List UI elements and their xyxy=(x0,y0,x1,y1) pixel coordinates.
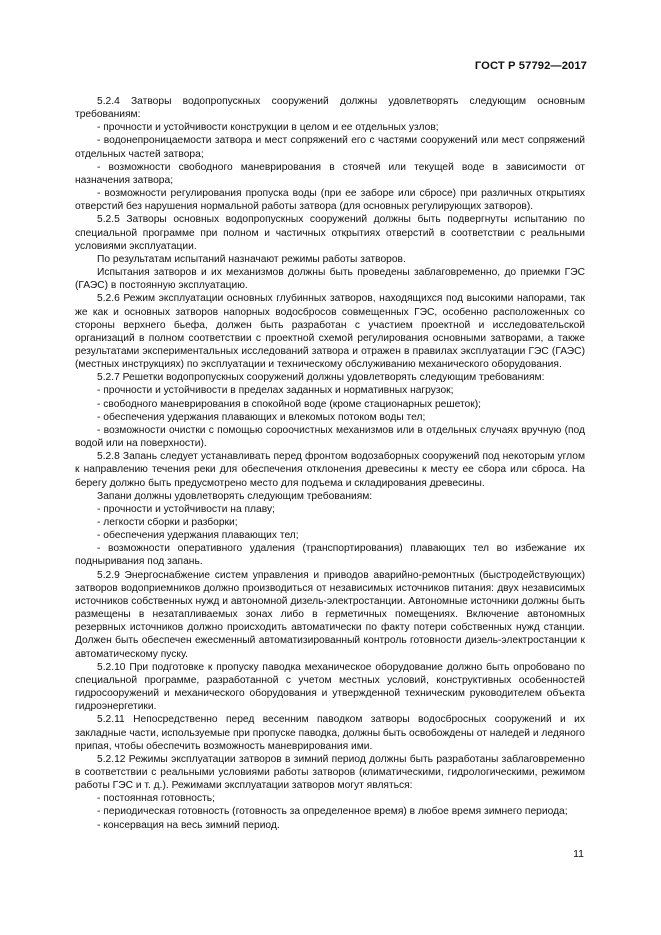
list-item: - постоянная готовность; xyxy=(97,793,215,805)
paragraph-5-2-11: 5.2.11 Непосредственно перед весенним паводком затворы водосбросных сооружений и их закладные части, используемые при пропуске паводка, должны быть освобождены от наледей и ледяного припая, чтобы обеспечить возможность маневрирования ими. xyxy=(75,714,585,752)
list-item: - возможности очистки с помощью сороочистных механизмов или в отдельных случаях вручную (под водой или на поверхности). xyxy=(75,424,585,450)
list-item: - прочности и устойчивости на плаву; xyxy=(97,503,275,515)
paragraph: По результатам испытаний назначают режимы работы затворов. xyxy=(97,253,406,265)
paragraph-5-2-9: 5.2.9 Энергоснабжение систем управления и приводов аварийно-ремонтных (быстродействующих) затворов водоприемников должно производиться от независимых источников питания: двух независимых источников собственных нужд и автономной дизель-электростанции. Автономные источники должны быть размещены в незатапливаемых зонах либо в герметичных помещениях. Включение автономных резервных источников должно происходить автоматически по факту потери собственных нужд станции. Должен быть обеспечен ежесменный автоматизированный контроль готовности дизель-электростанции к автоматическому пуску. xyxy=(75,569,585,660)
paragraph: Запани должны удовлетворять следующим требованиям: xyxy=(97,490,373,502)
paragraph-5-2-10: 5.2.10 При подготовке к пропуску паводка механическое оборудование должно быть опробовано по специальной программе, разработанной с учетом местных условий, конструктивных особенностей гидросооружений и механического оборудования и утвержденной техническим руководителем объекта гидроэнергетики. xyxy=(75,661,585,713)
document-header: ГОСТ Р 57792—2017 xyxy=(474,60,587,72)
list-item: - периодическая готовность (готовность за определенное время) в любое время зимнего периода; xyxy=(97,806,568,818)
list-item: - возможности свободного маневрирования в стоячей или текущей воде в зависимости от назначения затвора; xyxy=(75,161,585,186)
paragraph: Испытания затворов и их механизмов должны быть проведены заблаговременно, до приемки ГЭС (ГАЭС) в постоянную эксплуатацию. xyxy=(75,267,585,292)
list-item: - обеспечения удержания плавающих тел; xyxy=(97,530,299,542)
list-item: - свободного маневрирования в спокойной воде (кроме стационарных решеток); xyxy=(97,398,481,410)
list-item: - легкости сборки и разборки; xyxy=(97,517,238,528)
list-item: - обеспечения удержания плавающих и влекомых потоком воды тел; xyxy=(97,411,426,423)
paragraph-5-2-6: 5.2.6 Режим эксплуатации основных глубинных затворов, находящихся под высокими напорами, так же как и основных затворов напорных водосбросов совмещенных ГЭС, особенно расположенных со стороны верхнего бьефа, должен быть разработан с участием проектной и исследовательской организаций в полном соответствии с проектной схемой регулирования основными затворами, а также результатами экспериментальных исследований затвора и отражен в правилах эксплуатации ГЭС (ГАЭС) (местных инструкциях) по эксплуатации и техническому обслуживанию механического оборудования. xyxy=(75,293,585,371)
list-item: - прочности и устойчивости конструкции в целом и ее отдельных узлов; xyxy=(97,122,439,134)
paragraph-5-2-7: 5.2.7 Решетки водопропускных сооружений должны удовлетворять следующим требованиям: xyxy=(97,372,545,384)
document-body xyxy=(75,95,585,832)
paragraph-5-2-8: 5.2.8 Запань следует устанавливать перед фронтом водозаборных сооружений под некоторым углом к направлению течения реки для обеспечения отклонения древесины к месту ее сбора или сброса. На берегу должно быть предусмотрено место для подъема и складирования древесины. xyxy=(75,451,585,489)
list-item: - водонепроницаемости затвора и мест сопряжений его с частями сооружений или мест сопряжений отдельных частей затвора; xyxy=(75,135,585,160)
paragraph-5-2-4: 5.2.4 Затворы водопропускных сооружений должны удовлетворять следующим основным требованиям: xyxy=(75,96,585,121)
list-item: - возможности оперативного удаления (транспортирования) плавающих тел во избежание их подныривания под запань. xyxy=(75,543,585,568)
page-number: 11 xyxy=(573,848,584,860)
paragraph-5-2-12: 5.2.12 Режимы эксплуатации затворов в зимний период должны быть разработаны заблаговременно в соответствии с реальными условиями работы затворов (климатическими, гидрологическими, режимом работы ГЭС и т. д.). Режимами эксплуатации затворов могут являться: xyxy=(75,753,585,792)
list-item: - консервация на весь зимний период. xyxy=(97,819,280,831)
paragraph-5-2-5: 5.2.5 Затворы основных водопропускных сооружений должны быть подвергнуты испытанию по специальной программе при полном и частичных открытиях отверстий в соответствии с реальными условиями эксплуатации. xyxy=(75,214,585,252)
list-item: - прочности и устойчивости в пределах заданных и нормативных нагрузок; xyxy=(97,385,454,397)
list-item: - возможности регулирования пропуска воды (при ее заборе или сбросе) при различных открытиях отверстий без нарушения нормальной работы затвора (для основных регулирующих затворов). xyxy=(75,188,585,213)
